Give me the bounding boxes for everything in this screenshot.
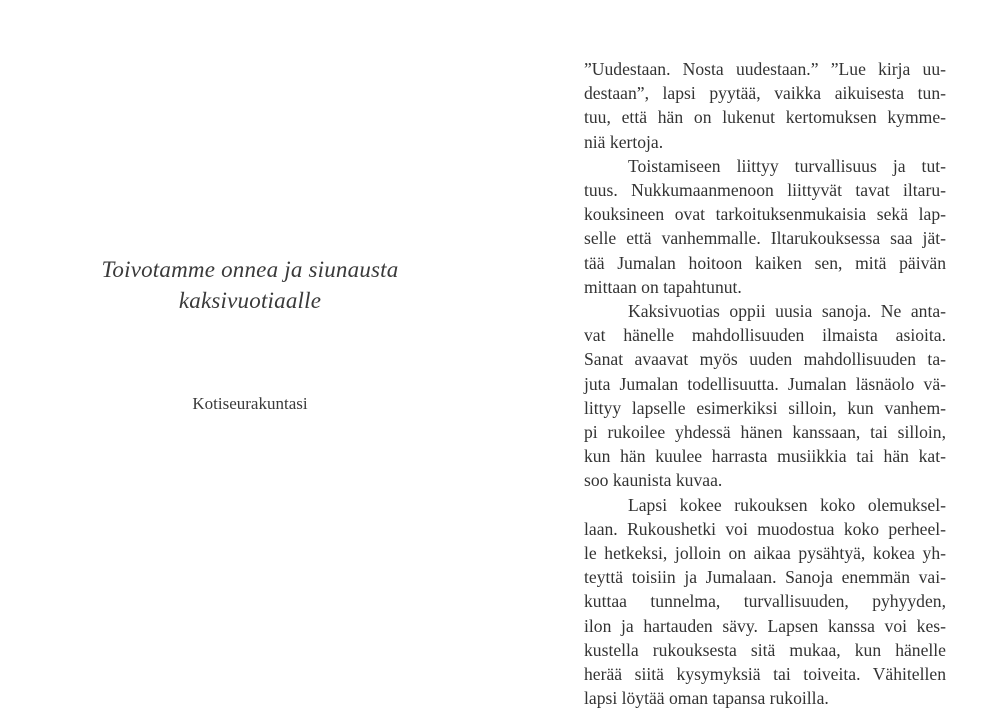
greeting-heading xyxy=(60,254,440,316)
text-line: le hetkeksi, jolloin on aikaa pysähtyä, kokea yh- xyxy=(584,543,946,564)
text-line: juta Jumalan todellisuutta. Jumalan läsnäolo vä- xyxy=(584,373,946,394)
text-line: littyy lapselle esimerkiksi silloin, kun vanhem- xyxy=(584,397,946,418)
paragraph-4 xyxy=(584,493,946,711)
text-line: kuttaa tunnelma, turvallisuuden, pyhyyden, xyxy=(584,591,946,612)
text-line: kustella rukouksesta sitä mukaa, kun hänelle xyxy=(584,639,946,660)
text-line: kouksineen ovat tarkoituksenmukaisia sekä lap- xyxy=(584,204,946,225)
text-line: destaan”, lapsi pyytää, vaikka aikuisesta tun- xyxy=(584,83,946,104)
text-line: soo kaunista kuvaa. xyxy=(584,470,723,491)
text-line: lapsi löytää oman tapansa rukoilla. xyxy=(584,688,829,709)
paragraph-3 xyxy=(584,299,946,493)
text-line: tuu, että hän on lukenut kertomuksen kymme- xyxy=(584,107,946,128)
text-line: Kaksivuotias oppii uusia sanoja. Ne anta- xyxy=(628,301,946,322)
greeting-line: kaksivuotiaalle xyxy=(178,288,322,313)
sender-signature: Kotiseurakuntasi xyxy=(192,394,308,413)
text-line: vat hänelle mahdollisuuden ilmaista asioita. xyxy=(584,325,946,346)
text-line: pi rukoilee yhdessä hänen kanssaan, tai silloin, xyxy=(584,422,946,443)
text-line: Lapsi kokee rukouksen koko olemuksel- xyxy=(628,494,946,515)
text-line: selle että vanhemmalle. Iltarukouksessa saa jät- xyxy=(584,228,946,249)
body-text xyxy=(584,57,946,710)
right-page xyxy=(500,0,999,728)
text-line: ilon ja hartauden sävy. Lapsen kanssa voi kes- xyxy=(584,615,946,636)
text-line: tää Jumalan hoitoon kaiken sen, mitä päivän xyxy=(584,252,946,273)
text-line: tuus. Nukkumaanmenoon liittyvät tavat iltaru- xyxy=(584,180,946,201)
text-line: Sanat avaavat myös uuden mahdollisuuden ta- xyxy=(584,349,946,370)
text-line: kun hän kuulee harrasta musiikkia tai hän kat- xyxy=(584,446,946,467)
paragraph-2 xyxy=(584,154,946,299)
text-line: herää siitä kysymyksiä tai toiveita. Vähitellen xyxy=(584,664,946,685)
text-line: niä kertoja. xyxy=(584,131,664,152)
text-line: mittaan on tapahtunut. xyxy=(584,276,742,297)
paragraph-1 xyxy=(584,57,946,154)
text-line: Toistamiseen liittyy turvallisuus ja tut- xyxy=(628,155,946,176)
text-line: laan. Rukoushetki voi muodostua koko perheel- xyxy=(584,518,946,539)
greeting-line: Toivotamme onnea ja siunausta xyxy=(101,257,399,282)
text-line: ”Uudestaan. Nosta uudestaan.” ”Lue kirja uu- xyxy=(584,59,946,79)
text-line: teyttä toisiin ja Jumalaan. Sanoja enemmän vai- xyxy=(584,567,946,588)
